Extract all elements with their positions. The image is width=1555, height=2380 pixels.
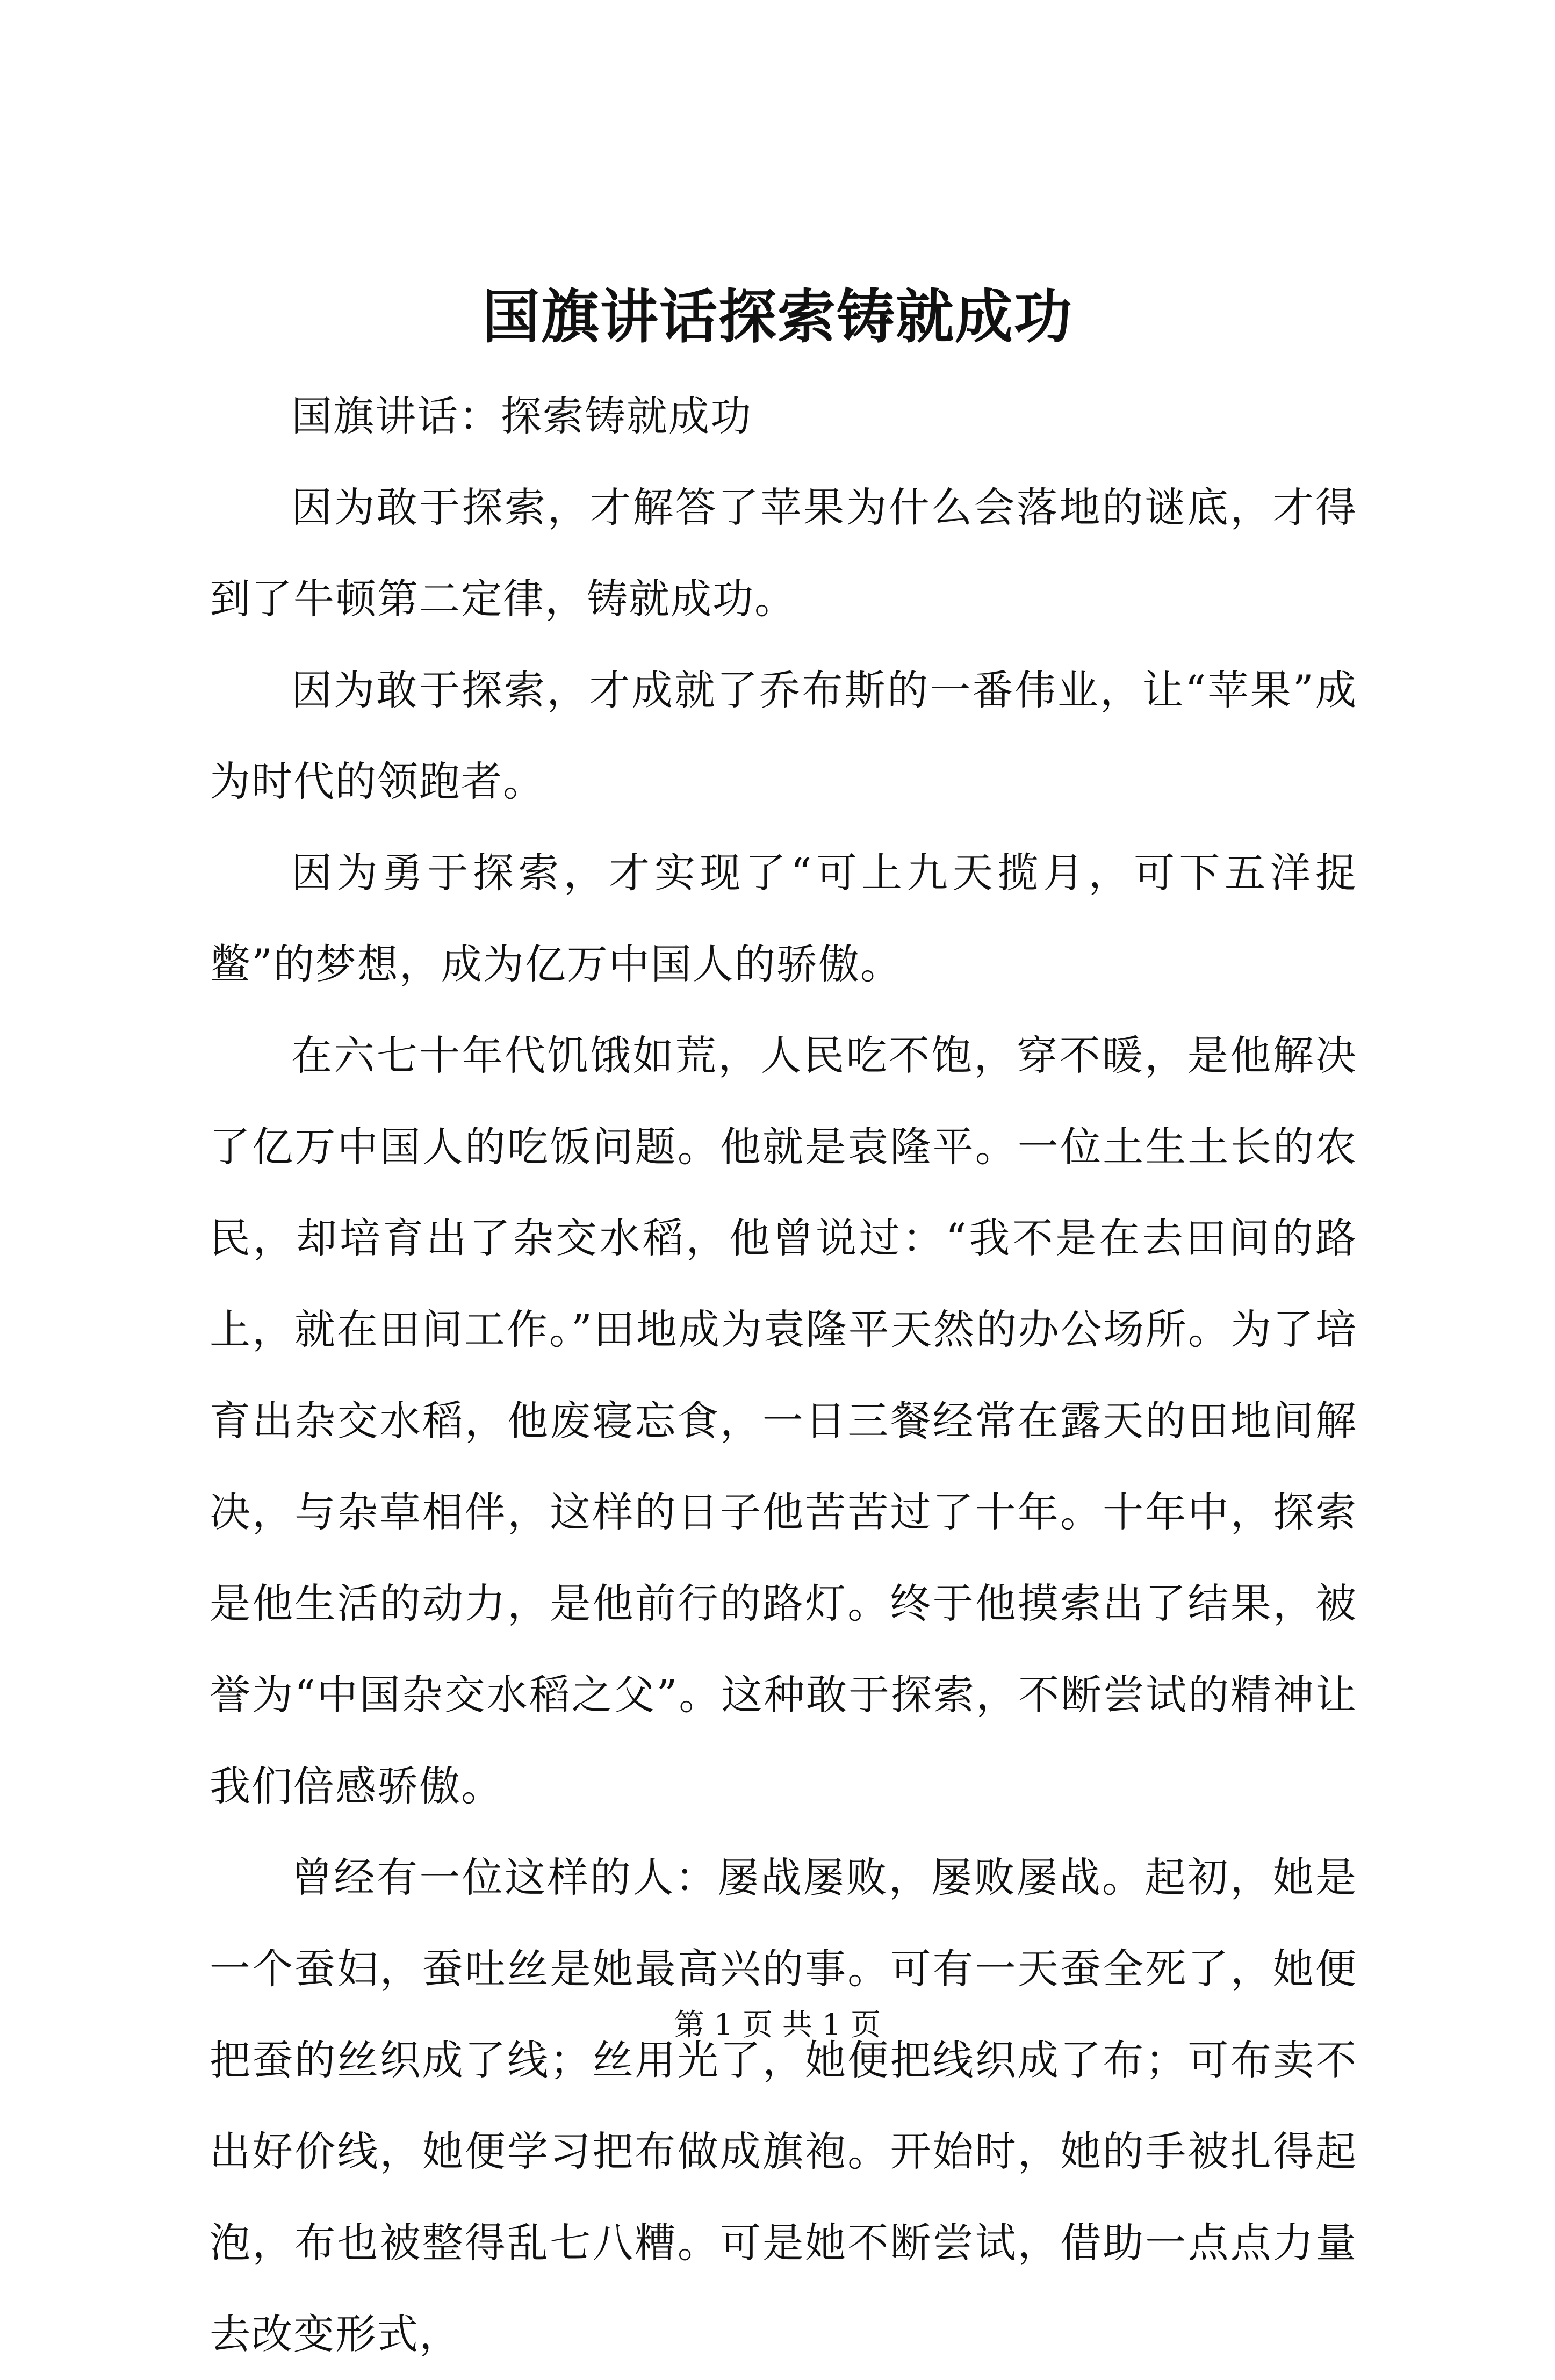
paragraph-space-ocean: 因为勇于探索，才实现了“可上九天揽月，可下五洋捉鳖”的梦想，成为亿万中国人的骄傲。 <box>210 849 1357 988</box>
paragraph-yuan-longping: 在六七十年代饥饿如荒，人民吃不饱，穿不暖，是他解决了亿万中国人的吃饭问题。他就是袁隆平。一位土生土长的农民，却培育出了杂交水稻，他曾说过：“我不是在去田间的路上，就在田间工作。”田地成为袁隆平天然的办公场所。为了培育出杂交水稻，他废寝忘食，一日三餐经常在露天的田地间解决，与杂草相伴，这样的日子他苦苦过了十年。十年中，探索是他生活的动力，是他前行的路灯。终于他摸索出了结果，被誉为“中国杂交水稻之父”。这种敢于探索，不断尝试的精神让我们倍感骄傲。 <box>210 1032 1357 1810</box>
page-number-footer: 第 1 页 共 1 页 <box>674 2008 881 2043</box>
paragraph-jobs: 因为敢于探索，才成就了乔布斯的一番伟业，让“苹果”成为时代的领跑者。 <box>210 666 1357 805</box>
document-body <box>210 371 1357 2380</box>
paragraph-silk-woman: 曾经有一位这样的人：屡战屡败，屡败屡战。起初，她是一个蚕妇，蚕吐丝是她最高兴的事。可有一天蚕全死了，她便把蚕的丝织成了线；丝用光了，她便把线织成了布；可布卖不出好价线，她便学习把布做成旗袍。开始时，她的手被扎得起泡，布也被整得乱七八糟。可是她不断尝试，借助一点点力量去改变形式， <box>210 1853 1357 2358</box>
document-title: 国旗讲话探索铸就成功 <box>481 283 1073 351</box>
paragraph-subtitle: 国旗讲话：探索铸就成功 <box>291 392 752 440</box>
paragraph-newton: 因为敢于探索，才解答了苹果为什么会落地的谜底，才得到了牛顿第二定律，铸就成功。 <box>210 484 1357 623</box>
